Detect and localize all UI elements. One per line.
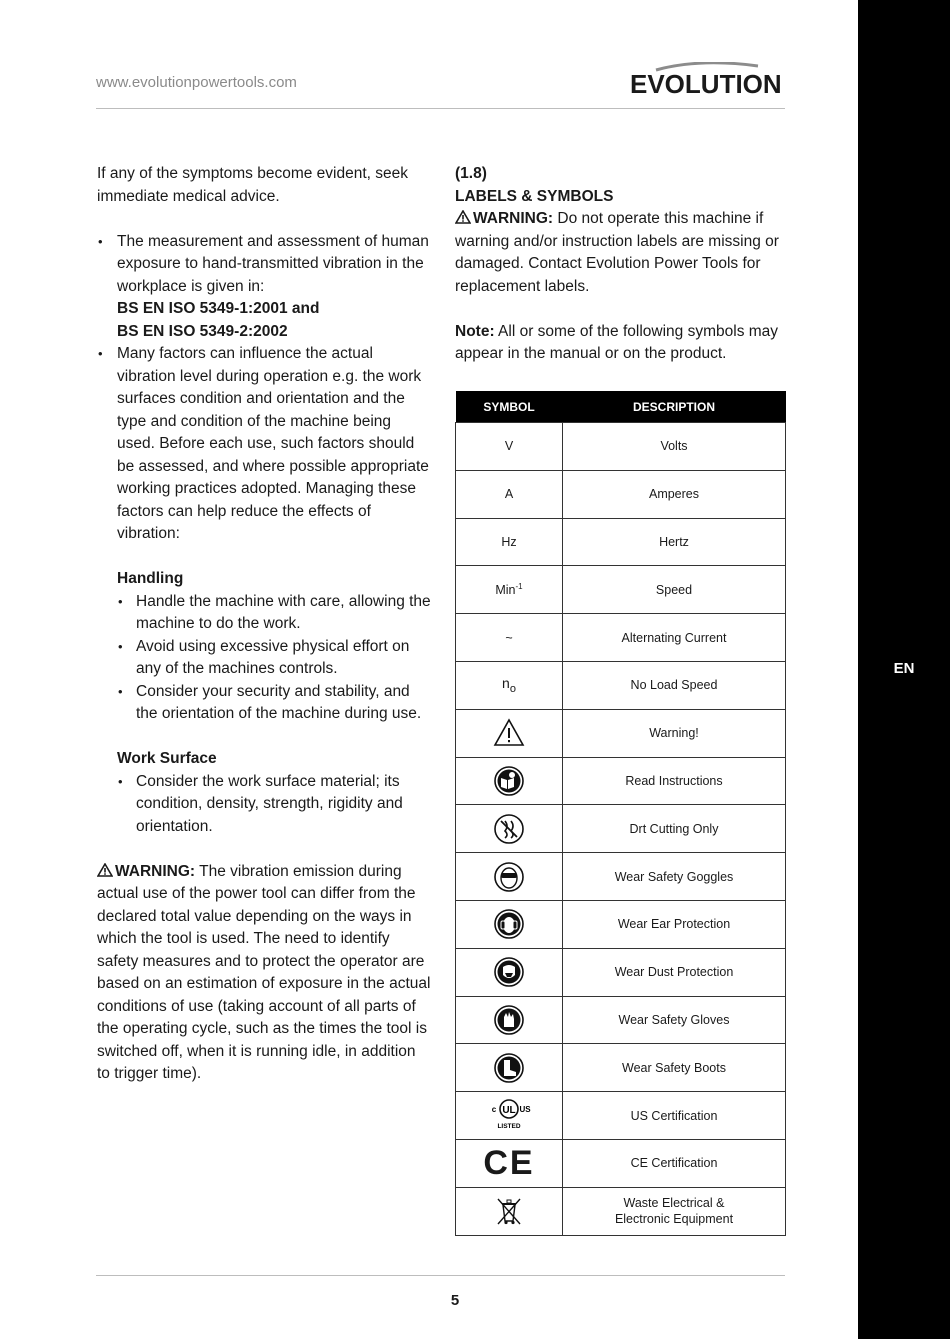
list-item: • Consider your security and stability, and the orientation of the machine during use. bbox=[117, 681, 432, 726]
right-column bbox=[455, 163, 790, 366]
footer-rule bbox=[96, 1275, 785, 1276]
table-row: Wear Safety Gloves bbox=[456, 996, 786, 1044]
header-symbol: SYMBOL bbox=[456, 391, 563, 423]
standard-1: BS EN ISO 5349-1:2001 and bbox=[117, 300, 320, 317]
labels-warning: WARNING: Do not operate this machine if warning and/or instruction labels are missing or damaged. Contact Evolution Power Tools for replacement labels. bbox=[455, 210, 779, 295]
handling-heading: Handling bbox=[117, 570, 184, 587]
safety-goggles-icon bbox=[492, 860, 526, 894]
warning-triangle-icon bbox=[492, 716, 526, 750]
table-row: Drt Cutting Only bbox=[456, 805, 786, 853]
safety-gloves-icon bbox=[492, 1003, 526, 1037]
table-row: Wear Dust Protection bbox=[456, 948, 786, 996]
note-text: Note: All or some of the following symbols may appear in the manual or on the product. bbox=[455, 322, 779, 362]
safety-boots-icon bbox=[492, 1051, 526, 1085]
table-row: UL c US LISTED US Certification bbox=[456, 1092, 786, 1140]
read-manual-icon bbox=[492, 764, 526, 798]
section-title: LABELS & SYMBOLS bbox=[455, 187, 614, 205]
table-row: Min$^{-1}$ Speed bbox=[456, 566, 786, 614]
handling-list bbox=[97, 591, 432, 726]
language-sidebar bbox=[858, 0, 950, 1339]
table-row: CE CE Certification bbox=[456, 1139, 786, 1187]
work-surface-list bbox=[97, 771, 432, 839]
ul-listed-icon bbox=[484, 1097, 534, 1135]
list-item: • Handle the machine with care, allowing the machine to do the work. bbox=[117, 591, 432, 636]
table-header bbox=[456, 391, 786, 423]
vibration-list bbox=[97, 231, 432, 546]
dust-mask-icon bbox=[492, 955, 526, 989]
table-row: Hz Hertz bbox=[456, 518, 786, 566]
table-row: Read Instructions bbox=[456, 757, 786, 805]
warning-icon bbox=[97, 863, 113, 877]
standard-2: BS EN ISO 5349-2:2002 bbox=[117, 322, 288, 340]
vibration-warning: WARNING: The vibration emission during actual use of the power tool can differ from the declared total value depending on the ways in which the tool is used. The need to identify safety measures and to protect the operator are based on an estimation of exposure in the actual conditions of use (taking account of all parts of the operating cycle, such as the times the tool is switched off, when it is running idle, in addition to trigger time). bbox=[97, 862, 431, 1082]
list-item: • Many factors can influence the actual vibration level during operation e.g. the work surfaces condition and orientation and the type and condition of the machine being used. Before each use, such factors should be assessed, and where possible appropriate working practices adopted. Managing these factors can help reduce the effects of vibration: bbox=[97, 343, 432, 546]
svg-text:US: US bbox=[519, 1104, 531, 1114]
table-row: Wear Safety Goggles bbox=[456, 853, 786, 901]
evolution-logo bbox=[630, 62, 790, 96]
list-item: • Consider the work surface material; its condition, density, strength, rigidity and orientation. bbox=[117, 771, 432, 839]
left-column bbox=[97, 163, 432, 1086]
language-tab[interactable]: EN bbox=[893, 660, 915, 677]
table-row: $n_o$ No Load Speed bbox=[456, 661, 786, 709]
work-surface-heading: Work Surface bbox=[117, 750, 217, 767]
table-row: V Volts bbox=[456, 423, 786, 471]
table-row: Wear Safety Boots bbox=[456, 1044, 786, 1092]
table-row: ~ Alternating Current bbox=[456, 614, 786, 662]
dry-cutting-icon bbox=[492, 812, 526, 846]
warning-icon bbox=[455, 210, 471, 224]
svg-text:UL: UL bbox=[502, 1104, 516, 1116]
weee-bin-icon bbox=[492, 1194, 526, 1228]
ce-mark-icon: CE bbox=[483, 1143, 535, 1182]
symbols-table bbox=[455, 391, 786, 1236]
table-row: Warning! bbox=[456, 709, 786, 757]
website-url: www.evolutionpowertools.com bbox=[96, 74, 297, 91]
header-rule bbox=[96, 108, 785, 109]
svg-text:EVOLUTION: EVOLUTION bbox=[630, 69, 782, 96]
ear-protection-icon bbox=[492, 907, 526, 941]
section-number: (1.8) bbox=[455, 165, 487, 182]
header-description: DESCRIPTION bbox=[563, 391, 786, 423]
svg-text:c: c bbox=[491, 1104, 497, 1114]
page-number: 5 bbox=[450, 1292, 460, 1309]
list-item: • The measurement and assessment of human exposure to hand-transmitted vibration in the workplace is given in: BS EN ISO 5349-1:2001 and BS EN ISO 5349-2:2002 bbox=[97, 231, 432, 344]
table-row: Wear Ear Protection bbox=[456, 900, 786, 948]
table-row: A Amperes bbox=[456, 470, 786, 518]
svg-text:LISTED: LISTED bbox=[497, 1122, 521, 1130]
intro-text: If any of the symptoms become evident, seek immediate medical advice. bbox=[97, 165, 409, 205]
list-item: • Avoid using excessive physical effort on any of the machines controls. bbox=[117, 636, 432, 681]
table-row: Waste Electrical & Electronic Equipment bbox=[456, 1187, 786, 1235]
